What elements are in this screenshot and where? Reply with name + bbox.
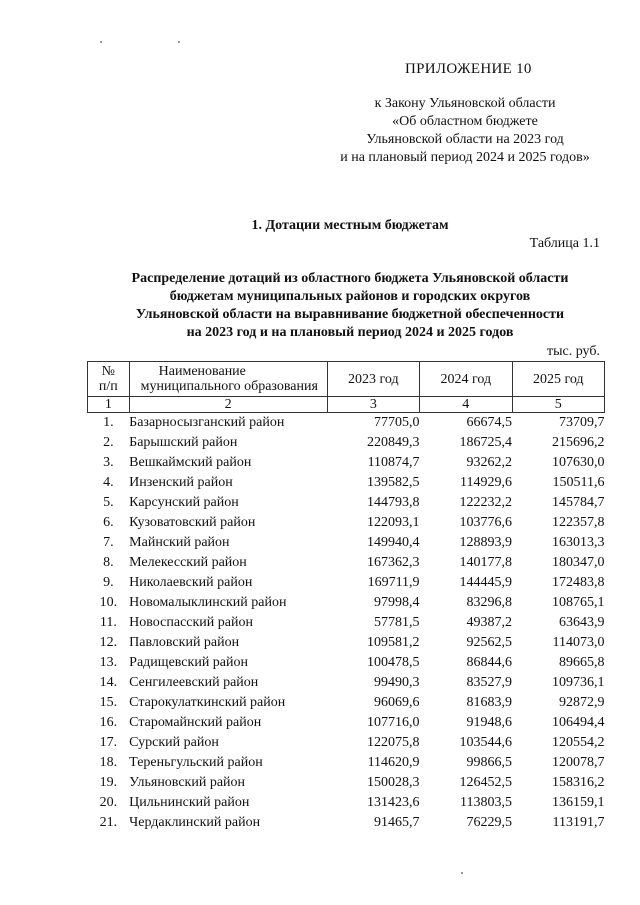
row-name: Ульяновский район (129, 775, 246, 790)
law-reference-line: к Закону Ульяновской области (374, 96, 556, 111)
column-number-row (88, 397, 605, 413)
row-value-2024: 140177,8 (459, 555, 512, 570)
table-row (88, 633, 605, 653)
row-value-2025: 120554,2 (552, 735, 605, 750)
row-name: Сенгилеевский район (129, 675, 259, 690)
table-row (88, 453, 605, 473)
row-value-2024: 113803,5 (460, 795, 512, 810)
row-value-2024: 66674,5 (466, 415, 512, 430)
row-name: Мелекесский район (129, 555, 247, 570)
row-number: 1. (103, 415, 114, 430)
row-number: 19. (99, 775, 118, 790)
row-value-2023: 57781,5 (374, 615, 420, 630)
row-value-2025: 158316,2 (552, 775, 605, 790)
row-value-2023: 107716,0 (367, 715, 420, 730)
row-name: Радищевский район (129, 655, 249, 670)
row-value-2024: 76229,5 (466, 815, 512, 830)
row-number: 20. (99, 795, 118, 810)
table-row (88, 513, 605, 533)
table-row (88, 753, 605, 773)
row-value-2025: 107630,0 (552, 455, 605, 470)
row-value-2024: 144445,9 (459, 575, 512, 590)
row-name: Цильнинский район (129, 795, 250, 810)
row-value-2023: 150028,3 (367, 775, 420, 790)
row-value-2024: 81683,9 (466, 695, 512, 710)
law-reference-line: «Об областном бюджете (392, 114, 538, 129)
column-number: 4 (420, 397, 512, 413)
row-value-2024: 92562,5 (466, 635, 512, 650)
row-value-2025: 73709,7 (559, 415, 605, 430)
header-2025: 2025 год (512, 362, 605, 397)
table-title-line: бюджетам муниципальных районов и городских округов (169, 289, 531, 304)
table-row (88, 613, 605, 633)
header-number (88, 362, 130, 397)
row-number: 15. (99, 695, 118, 710)
row-value-2025: 120078,7 (552, 755, 605, 770)
row-value-2024: 122232,2 (459, 495, 512, 510)
row-value-2023: 220849,3 (367, 435, 420, 450)
row-value-2024: 103776,6 (459, 515, 512, 530)
row-value-2023: 122075,8 (367, 735, 420, 750)
header-number-line: п/п (98, 379, 118, 394)
scan-speck (100, 41, 102, 43)
row-value-2025: 145784,7 (552, 495, 605, 510)
row-number: 17. (99, 735, 118, 750)
row-name: Сурский район (129, 735, 219, 750)
row-name: Старокулаткинский район (129, 695, 286, 710)
row-value-2023: 144793,8 (367, 495, 420, 510)
table-header-row (88, 362, 605, 397)
row-value-2024: 99866,5 (466, 755, 512, 770)
row-value-2025: 92872,9 (559, 695, 605, 710)
table-title-line: Распределение дотаций из областного бюджета Ульяновской области (131, 271, 569, 286)
row-value-2024: 83296,8 (466, 595, 512, 610)
row-value-2025: 172483,8 (552, 575, 605, 590)
row-name: Тереньгульский район (129, 755, 263, 770)
row-value-2024: 93262,2 (466, 455, 512, 470)
law-reference-line: Ульяновской области на 2023 год (366, 132, 564, 147)
table-row (88, 533, 605, 553)
row-value-2024: 128893,9 (459, 535, 512, 550)
header-2024: 2024 год (420, 362, 512, 397)
row-value-2025: 89665,8 (559, 655, 605, 670)
row-value-2023: 149940,4 (367, 535, 420, 550)
row-number: 4. (103, 475, 114, 490)
row-value-2023: 110874,7 (367, 455, 420, 470)
row-number: 6. (103, 515, 114, 530)
table-row (88, 693, 605, 713)
row-value-2023: 96069,6 (374, 695, 420, 710)
row-value-2024: 186725,4 (459, 435, 512, 450)
table-row (88, 713, 605, 733)
appendix-title: ПРИЛОЖЕНИЕ 10 (405, 61, 532, 77)
row-number: 14. (99, 675, 118, 690)
row-number: 13. (99, 655, 118, 670)
row-number: 2. (103, 435, 114, 450)
row-number: 3. (103, 455, 114, 470)
row-value-2025: 163013,3 (552, 535, 605, 550)
row-number: 10. (99, 595, 118, 610)
row-number: 5. (103, 495, 114, 510)
column-number: 3 (327, 397, 419, 413)
table-row (88, 653, 605, 673)
table-row (88, 433, 605, 453)
row-value-2023: 139582,5 (367, 475, 420, 490)
row-value-2023: 77705,0 (374, 415, 420, 430)
row-value-2023: 114620,9 (367, 755, 420, 770)
table-row (88, 813, 605, 833)
row-number: 11. (99, 615, 117, 630)
row-value-2024: 49387,2 (466, 615, 512, 630)
header-number-line: № (101, 364, 116, 379)
row-number: 8. (103, 555, 114, 570)
table-row (88, 793, 605, 813)
row-name: Чердаклинский район (129, 815, 261, 830)
header-name (129, 362, 327, 397)
row-value-2025: 106494,4 (552, 715, 605, 730)
row-value-2025: 150511,6 (552, 475, 605, 490)
row-value-2024: 86844,6 (466, 655, 512, 670)
table-title (60, 270, 640, 342)
row-value-2023: 99490,3 (374, 675, 420, 690)
row-name: Кузоватовский район (129, 515, 256, 530)
row-name: Новоспасский район (129, 615, 253, 630)
row-number: 12. (99, 635, 118, 650)
row-value-2024: 114929,6 (460, 475, 512, 490)
row-number: 9. (103, 575, 114, 590)
law-reference-line: и на плановый период 2024 и 2025 годов» (340, 150, 590, 165)
row-value-2025: 114073,0 (552, 635, 605, 650)
row-name: Старомайнский район (129, 715, 262, 730)
row-name: Новомалыклинский район (129, 595, 287, 610)
row-value-2023: 97998,4 (374, 595, 420, 610)
table-row (88, 473, 605, 493)
row-number: 18. (99, 755, 118, 770)
row-value-2023: 169711,9 (367, 575, 420, 590)
subsidy-table (87, 361, 605, 833)
header-name-line: муниципального образования (140, 379, 318, 394)
row-value-2023: 131423,6 (367, 795, 420, 810)
table-row (88, 493, 605, 513)
row-value-2025: 109736,1 (552, 675, 605, 690)
row-value-2023: 91465,7 (374, 815, 420, 830)
table-row (88, 413, 605, 434)
row-name: Карсунский район (129, 495, 239, 510)
section-title: 1. Дотации местным бюджетам (251, 218, 449, 233)
row-value-2024: 83527,9 (466, 675, 512, 690)
row-value-2023: 122093,1 (367, 515, 420, 530)
row-value-2023: 100478,5 (367, 655, 420, 670)
row-name: Павловский район (129, 635, 240, 650)
row-value-2025: 113191,7 (552, 815, 605, 830)
column-number: 5 (512, 397, 605, 413)
row-value-2025: 108765,1 (552, 595, 605, 610)
row-value-2025: 136159,1 (552, 795, 605, 810)
table-title-line: Ульяновской области на выравнивание бюджетной обеспеченности (135, 307, 565, 322)
row-name: Инзенский район (129, 475, 233, 490)
law-reference (320, 95, 610, 167)
table-title-line: на 2023 год и на плановый период 2024 и 2025 годов (186, 325, 514, 340)
row-name: Николаевский район (129, 575, 253, 590)
header-name-line: Наименование (158, 364, 246, 379)
row-name: Вешкаймский район (129, 455, 252, 470)
row-value-2024: 126452,5 (459, 775, 512, 790)
row-value-2025: 215696,2 (552, 435, 605, 450)
row-number: 7. (103, 535, 114, 550)
row-number: 16. (99, 715, 118, 730)
table-row (88, 673, 605, 693)
table-row (88, 773, 605, 793)
table-row (88, 593, 605, 613)
row-number: 21. (99, 815, 118, 830)
column-number: 1 (88, 397, 130, 413)
units-label: тыс. руб. (547, 344, 600, 359)
column-number: 2 (129, 397, 327, 413)
scan-speck (178, 41, 180, 43)
row-value-2024: 103544,6 (459, 735, 512, 750)
scan-speck (461, 872, 463, 874)
row-name: Барышский район (129, 435, 238, 450)
table-row (88, 573, 605, 593)
row-value-2025: 122357,8 (552, 515, 605, 530)
row-value-2023: 109581,2 (367, 635, 420, 650)
row-value-2025: 180347,0 (552, 555, 605, 570)
row-name: Базарносызганский район (129, 415, 285, 430)
row-value-2023: 167362,3 (367, 555, 420, 570)
row-value-2025: 63643,9 (559, 615, 605, 630)
header-2023: 2023 год (327, 362, 419, 397)
row-value-2024: 91948,6 (466, 715, 512, 730)
table-row (88, 733, 605, 753)
row-name: Майнский район (129, 535, 230, 550)
table-label: Таблица 1.1 (529, 236, 600, 251)
table-row (88, 553, 605, 573)
